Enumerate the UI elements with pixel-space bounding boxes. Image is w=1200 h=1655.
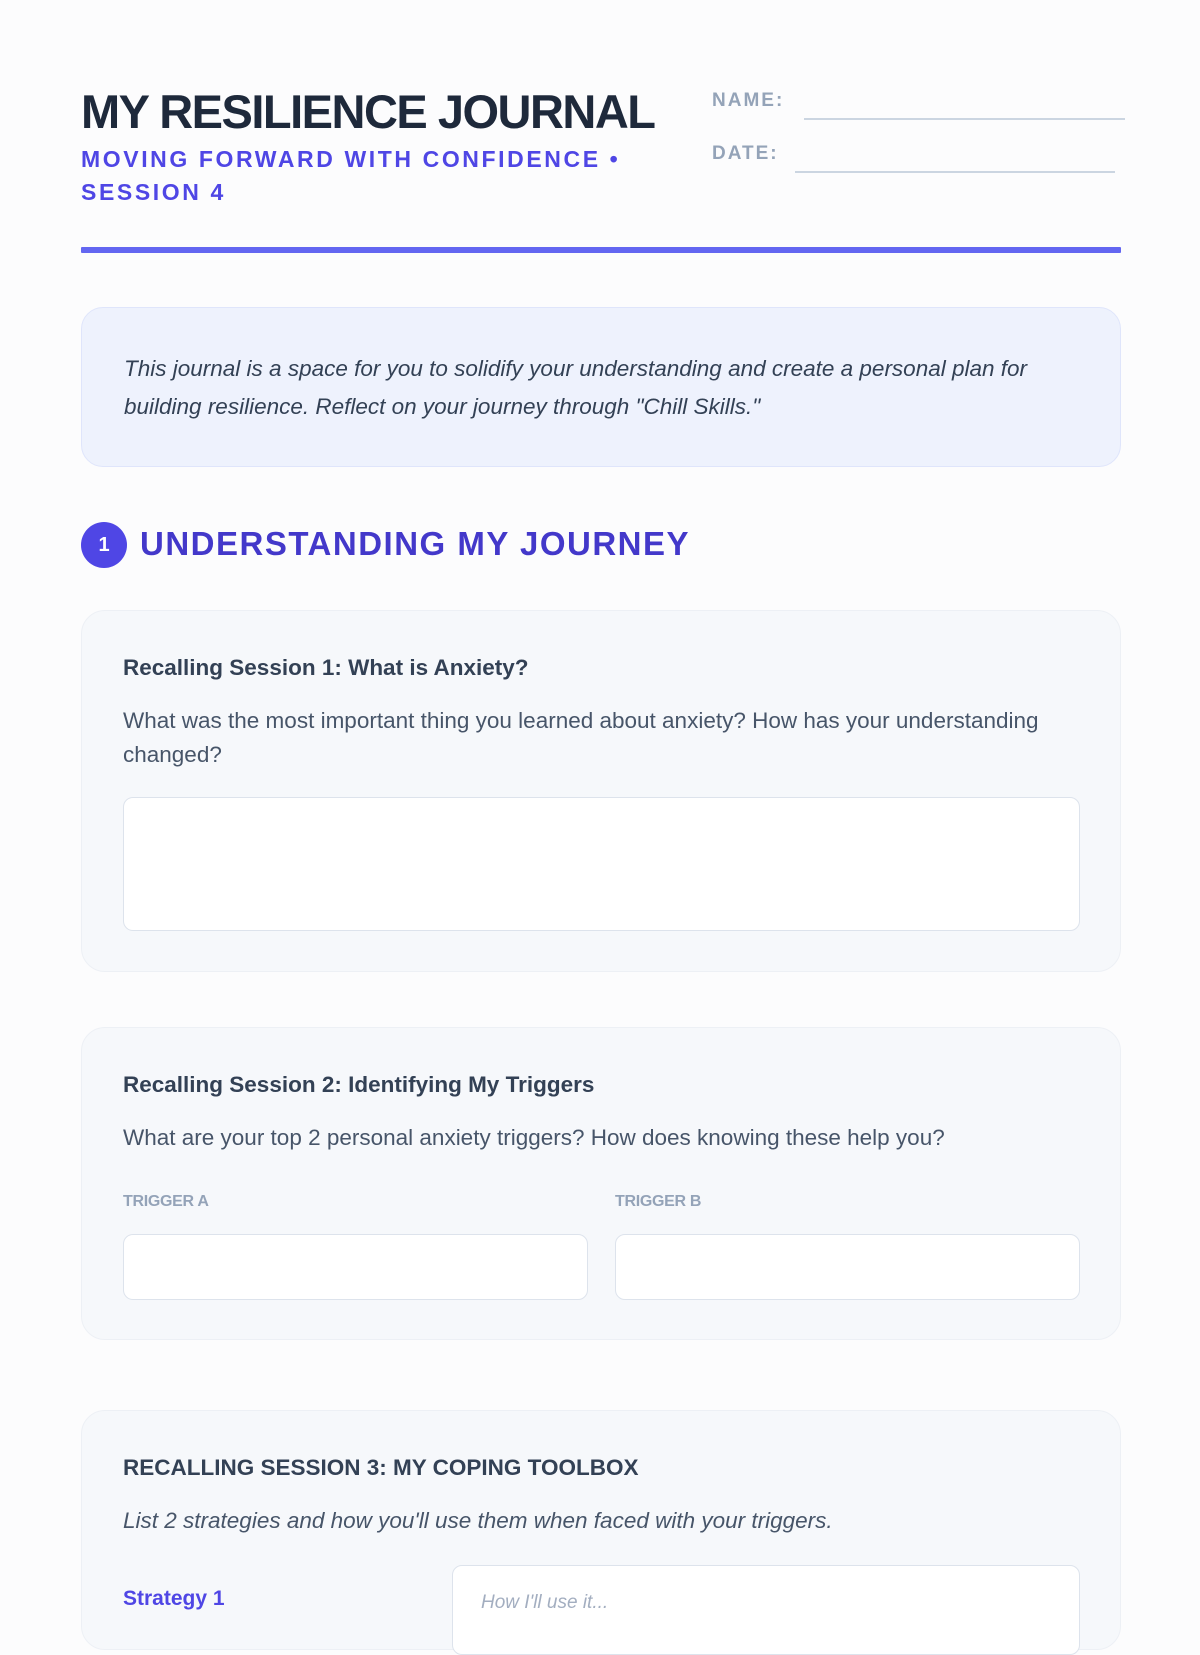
session3-title: RECALLING SESSION 3: MY COPING TOOLBOX [123, 1455, 639, 1480]
session3-prompt: List 2 strategies and how you'll use them when faced with your triggers. [123, 1508, 833, 1533]
trigger-a-label: TRIGGER A [123, 1193, 209, 1210]
session1-card [81, 610, 1121, 972]
name-field[interactable] [804, 118, 1125, 120]
strategy1-usage-input[interactable] [452, 1565, 1080, 1655]
trigger-b-label: TRIGGER B [615, 1193, 702, 1210]
session2-title: Recalling Session 2: Identifying My Triggers [123, 1072, 595, 1097]
session2-prompt: What are your top 2 personal anxiety triggers? How does knowing these help you? [123, 1125, 945, 1150]
page-title: MY RESILIENCE JOURNAL [81, 85, 655, 138]
session3-card [81, 1410, 1121, 1650]
date-field[interactable] [795, 171, 1115, 173]
page-subtitle: MOVING FORWARD WITH CONFIDENCE • SESSION 4 [81, 146, 621, 205]
section-title: UNDERSTANDING MY JOURNEY [140, 525, 690, 562]
name-label: NAME: [712, 90, 785, 111]
session1-prompt: What was the most important thing you learned about anxiety? How has your understanding changed? [123, 708, 1039, 767]
intro-text: This journal is a space for you to solidify your understanding and create a personal plan for building resilience. Reflect on your journey through "Chill Skills." [124, 356, 1028, 419]
session1-title: Recalling Session 1: What is Anxiety? [123, 655, 529, 680]
header-divider [81, 247, 1121, 253]
intro-box [81, 307, 1121, 467]
session2-card [81, 1027, 1121, 1340]
trigger-a-input[interactable] [123, 1234, 588, 1300]
session1-answer-input[interactable] [123, 797, 1080, 931]
trigger-b-input[interactable] [615, 1234, 1080, 1300]
strategy1-label: Strategy 1 [123, 1587, 225, 1610]
strategy1-usage-placeholder: How I'll use it... [481, 1592, 609, 1613]
section-number-badge: 1 [81, 522, 127, 568]
date-label: DATE: [712, 143, 779, 164]
